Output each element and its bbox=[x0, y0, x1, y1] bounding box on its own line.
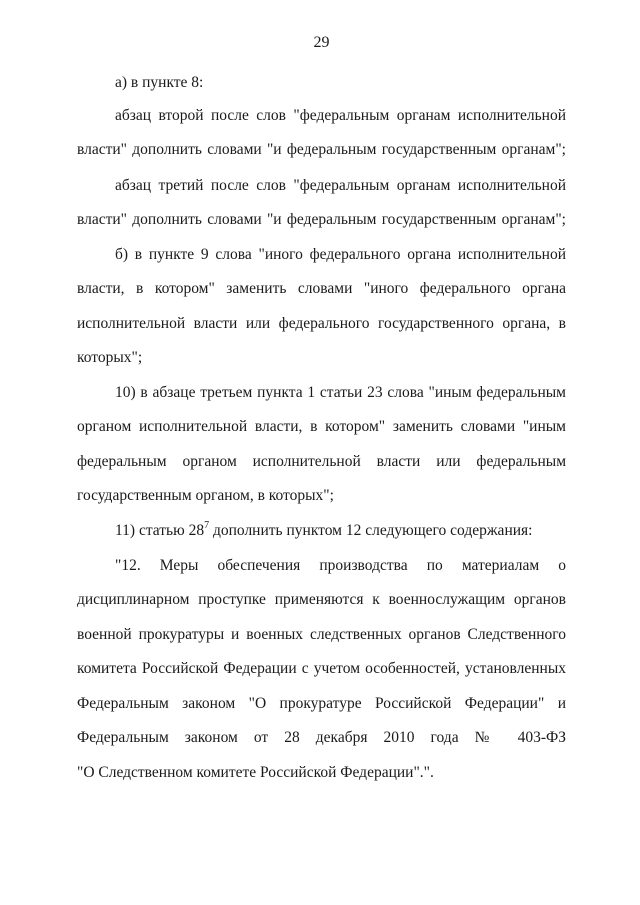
document-page bbox=[77, 0, 566, 905]
text-line: 10) в абзаце третьем пункта 1 статьи 23 слова "иным федеральным bbox=[115, 384, 566, 401]
text-fragment: дополнить пунктом 12 следующего содержания: bbox=[209, 522, 533, 539]
text-line: дисциплинарном проступке применяются к военнослужащим органов bbox=[77, 591, 566, 608]
text-line: власти" дополнить словами "и федеральным государственным органам"; bbox=[77, 211, 566, 228]
text-line: б) в пункте 9 слова "иного федерального органа исполнительной bbox=[115, 246, 566, 263]
text-line: "12. Меры обеспечения производства по материалам о bbox=[115, 557, 566, 574]
text-line: военной прокуратуры и военных следственных органов Следственного bbox=[77, 626, 566, 643]
superscript: 7 bbox=[204, 519, 210, 531]
text-line: Федеральным законом от 28 декабря 2010 года № 403-ФЗ bbox=[77, 729, 566, 746]
text-line: которых"; bbox=[77, 349, 143, 366]
text-line: комитета Российской Федерации с учетом особенностей, установленных bbox=[77, 660, 566, 677]
text-line: Федеральным законом "О прокуратуре Российской Федерации" и bbox=[77, 695, 566, 712]
text-line: органом исполнительной власти, в котором" заменить словами "иным bbox=[77, 418, 566, 435]
text-line: федеральным органом исполнительной власти или федеральным bbox=[77, 453, 566, 470]
text-line: власти, в котором" заменить словами "иного федерального органа bbox=[77, 280, 566, 297]
page-number: 29 bbox=[313, 34, 330, 51]
text-line: абзац третий после слов "федеральным органам исполнительной bbox=[115, 177, 566, 194]
text-line: абзац второй после слов "федеральным органам исполнительной bbox=[115, 107, 566, 124]
text-line: исполнительной власти или федерального государственного органа, в bbox=[77, 315, 566, 332]
text-fragment: 11) статью 28 bbox=[115, 522, 205, 539]
text-line bbox=[115, 521, 566, 541]
text-line: государственным органом, в которых"; bbox=[77, 487, 334, 504]
text-line: а) в пункте 8: bbox=[115, 74, 204, 91]
text-line: "О Следственном комитете Российской Федерации".". bbox=[77, 764, 434, 781]
text-line: власти" дополнить словами "и федеральным государственным органам"; bbox=[77, 141, 566, 158]
